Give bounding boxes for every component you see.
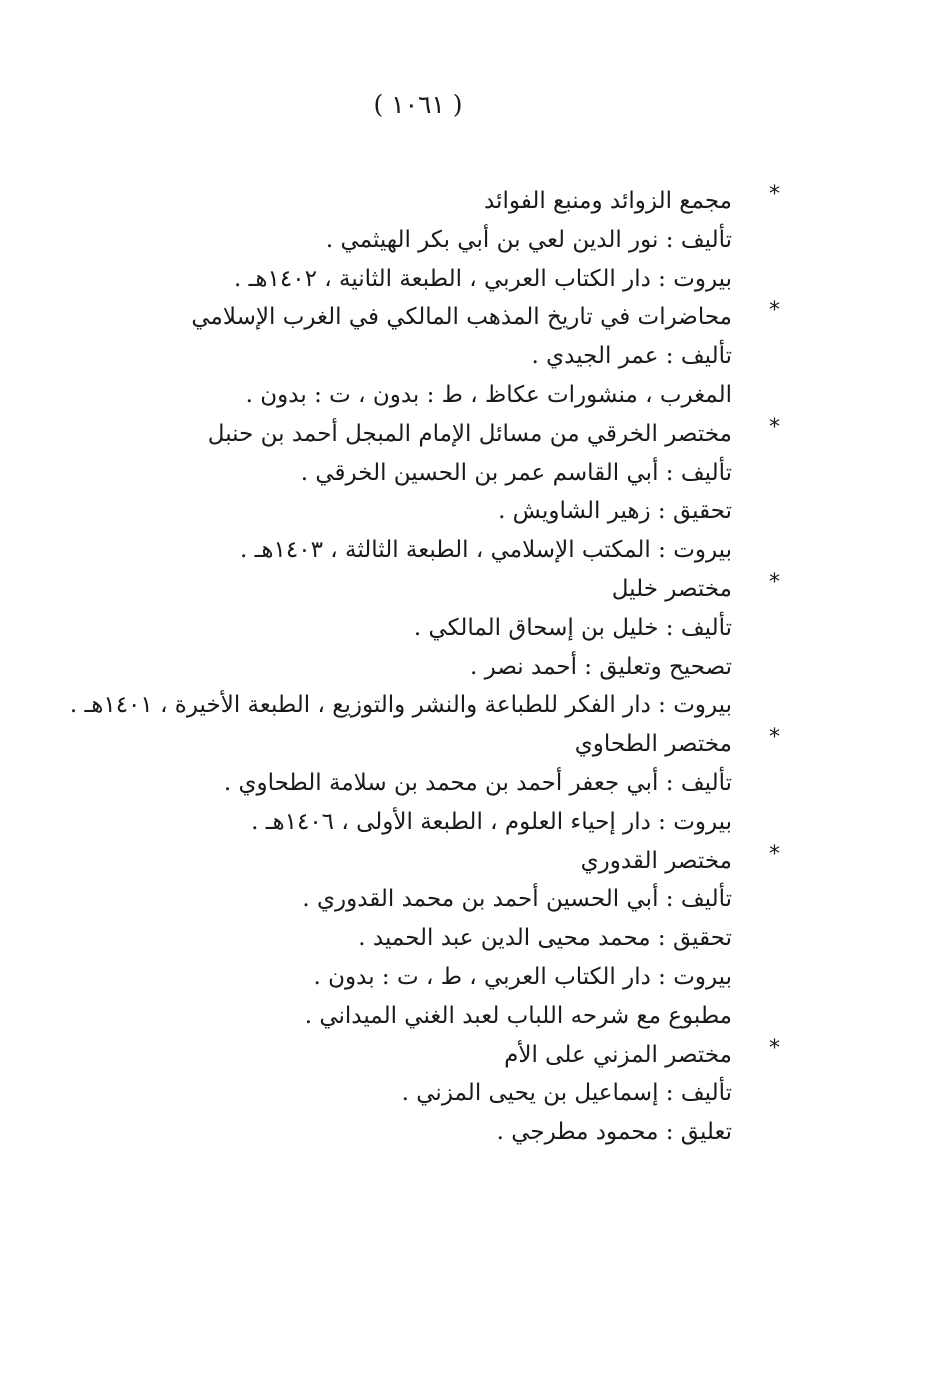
entry-detail-line: تأليف : خليل بن إسحاق المالكي . [413, 614, 732, 641]
entry-star-marker: * [769, 841, 780, 867]
entry-star-marker: * [769, 725, 780, 751]
entry-detail-line: تحقيق : زهير الشاويش . [498, 498, 732, 525]
page-number: ( ١٠٦١ ) [373, 90, 463, 119]
entry-detail-line: بيروت : دار الفكر للطباعة والنشر والتوزيع ، الطبعة الأخيرة ، ١٤٠١هـ . [69, 692, 732, 719]
entry-star-marker: * [769, 298, 780, 324]
entry-title: مجمع الزوائد ومنبع الفوائد [483, 188, 732, 214]
entry-detail-line: تأليف : أبي القاسم عمر بن الحسين الخرقي . [300, 459, 732, 486]
entry-detail-line: تأليف : عمر الجيدي . [531, 343, 732, 370]
entry-title: مختصر خليل [611, 575, 732, 602]
entry-detail-line: تأليف : أبي الحسين أحمد بن محمد القدوري . [302, 886, 732, 913]
entry-detail-line: بيروت : دار الكتاب العربي ، ط ، ت : بدون . [313, 963, 732, 990]
entry-title: محاضرات في تاريخ المذهب المالكي في الغرب الإسلامي [191, 304, 732, 331]
entry-title: مختصر المزني على الأم [504, 1041, 732, 1068]
entry-title: مختصر الطحاوي [574, 731, 732, 758]
bibliography-entry [32, 182, 780, 298]
entry-detail-line: تعليق : محمود مطرجي . [496, 1119, 732, 1146]
entry-title: مختصر القدوري [580, 847, 732, 874]
bibliography-entry [32, 569, 780, 725]
entry-detail-line: بيروت : دار الكتاب العربي ، الطبعة الثانية ، ١٤٠٢هـ . [234, 265, 732, 292]
entry-star-marker: * [769, 414, 780, 440]
entry-detail-line: بيروت : المكتب الإسلامي ، الطبعة الثالثة ، ١٤٠٣هـ . [240, 537, 732, 564]
bibliography-entry [32, 1035, 780, 1152]
entry-detail-line: مطبوع مع شرحه اللباب لعبد الغني الميداني . [304, 1002, 732, 1029]
entry-title: مختصر الخرقي من مسائل الإمام المبجل أحمد بن حنبل [207, 420, 732, 447]
bibliography-list [32, 182, 780, 1152]
bibliography-entry [32, 841, 780, 1036]
entry-detail-line: تأليف : إسماعيل بن يحيى المزني . [401, 1080, 732, 1107]
entry-star-marker: * [769, 182, 780, 207]
entry-detail-line: تحقيق : محمد محيى الدين عبد الحميد . [358, 925, 732, 952]
bibliography-entry [32, 298, 780, 414]
entry-detail-line: تصحيح وتعليق : أحمد نصر . [470, 653, 732, 680]
entry-star-marker: * [769, 569, 780, 595]
entry-detail-line: تأليف : أبي جعفر أحمد بن محمد بن سلامة الطحاوي . [223, 769, 732, 796]
bibliography-entry [32, 725, 780, 841]
bibliography-entry [32, 414, 780, 570]
entry-detail-line: المغرب ، منشورات عكاظ ، ط : بدون ، ت : بدون . [245, 381, 732, 408]
entry-detail-line: تأليف : نور الدين لعي بن أبي بكر الهيثمي . [325, 226, 732, 253]
entry-detail-line: بيروت : دار إحياء العلوم ، الطبعة الأولى ، ١٤٠٦هـ . [251, 808, 732, 835]
entry-star-marker: * [769, 1035, 780, 1061]
